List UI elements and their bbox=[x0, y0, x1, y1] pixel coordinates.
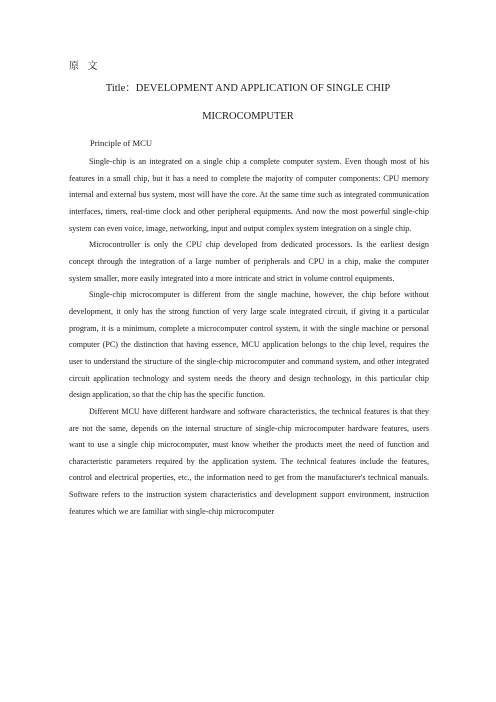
document-title-line-2: MICROCOMPUTER bbox=[202, 111, 294, 122]
document-title-line-1: Title：DEVELOPMENT AND APPLICATION OF SINGLE CHIP bbox=[105, 83, 391, 94]
paragraph: Microcontroller is only the CPU chip developed from dedicated processors. Is the earliest design concept through the integration of a large number of peripherals and CPU in a chip, make the computer system smaller, more easily integrated into a more intricate and strict in volume control equipments. bbox=[69, 240, 429, 283]
original-text-label: 原 文 bbox=[69, 61, 101, 72]
section-heading: Principle of MCU bbox=[90, 138, 153, 148]
body-text bbox=[69, 154, 429, 520]
paragraph: Single-chip microcomputer is different from the single machine, however, the chip before without development, it only has the strong function of very large scale integrated circuit, if giving it a particular program, it is a minimum, complete a microcomputer control system, it with the single machine or personal computer (PC) the distinction that having essence, MCU application belongs to the chip level, requires the user to understand the structure of the single-chip microcomputer and command system, and other integrated circuit application technology and system needs the theory and design technology, in this particular chip design application, so that the chip has the specific function. bbox=[69, 290, 429, 400]
paragraph: Single-chip is an integrated on a single chip a complete computer system. Even though most of his features in a small chip, but it has a need to complete the majority of computer components: CPU memory internal and external bus system, most will have the core. At the same time such as integrated communication interfaces, timers, real-time clock and other peripheral equipments. And now the most powerful single-chip system can even voice, image, networking, input and output complex system integration on a single chip. bbox=[69, 157, 429, 233]
paragraph: Different MCU have different hardware and software characteristics, the technical features is that they are not the same, depends on the internal structure of single-chip microcomputer hardware features, users want to use a single chip microcomputer, must know whether the products meet the need of function and characteristic parameters required by the application system. The technical features include the features, control and electrical properties, etc., the information need to get from the manufacturer's technical manuals. Software refers to the instruction system characteristics and development support environment, instruction features which we are familiar with single-chip microcomputer bbox=[69, 406, 429, 516]
